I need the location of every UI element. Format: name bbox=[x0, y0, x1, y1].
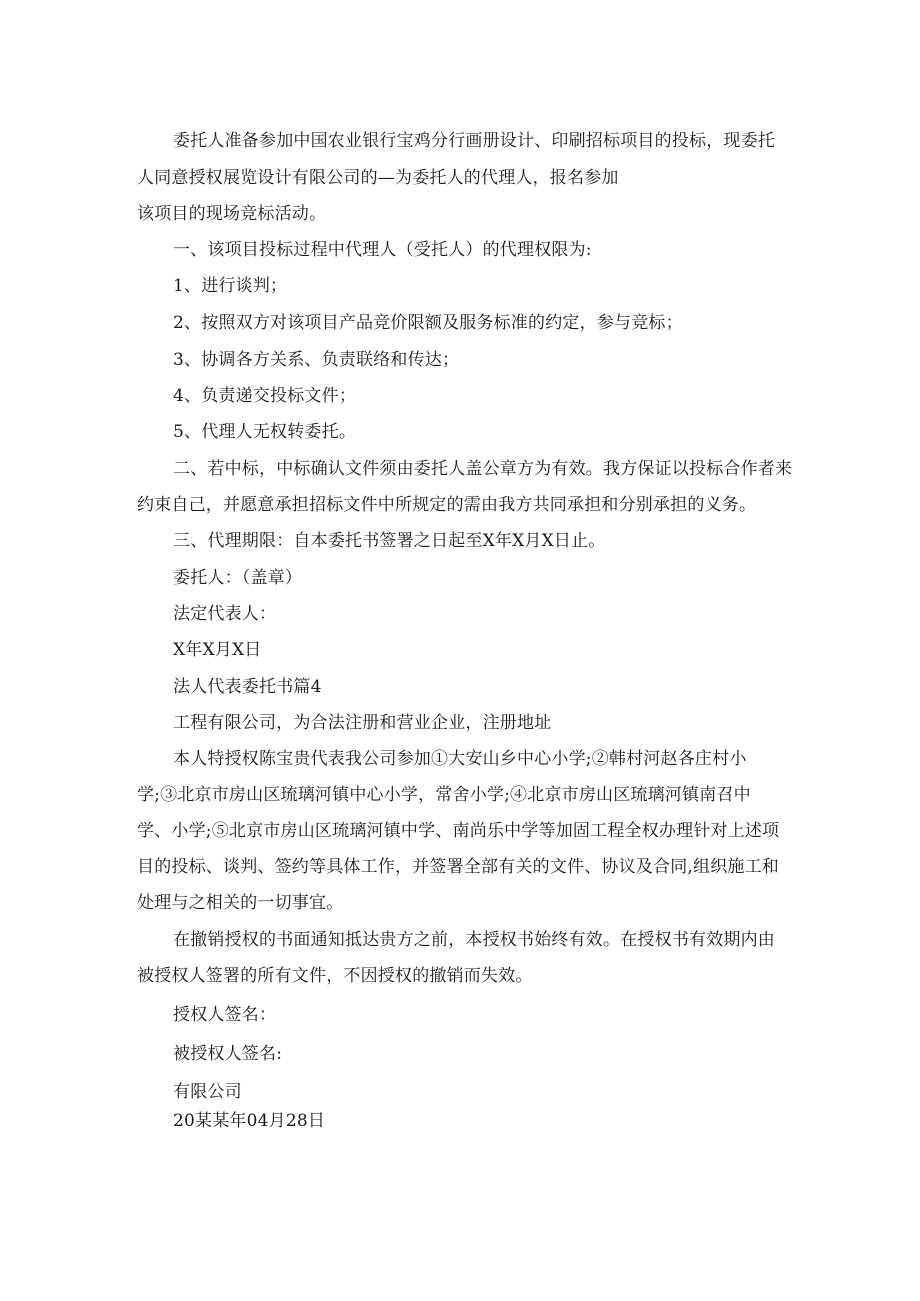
paragraph-line: 目的投标、谈判、签约等具体工作，并签署全部有关的文件、协议及合同,组织施工和 bbox=[137, 857, 780, 877]
list-item: 5、代理人无权转委托。 bbox=[173, 422, 357, 442]
signature-label: 被授权人签名: bbox=[173, 1044, 283, 1064]
section-title: 法人代表委托书篇4 bbox=[173, 677, 322, 697]
list-item: 2、按照双方对该项目产品竞价限额及服务标准的约定，参与竞标； bbox=[173, 313, 683, 333]
company-name: 有限公司 bbox=[173, 1082, 242, 1102]
paragraph-line: 委托人准备参加中国农业银行宝鸡分行画册设计、印刷招标项目的投标，现委托 bbox=[173, 131, 775, 151]
list-item: 3、协调各方关系、负责联络和传达； bbox=[173, 350, 460, 370]
date-line: 20某某年04月28日 bbox=[173, 1111, 326, 1131]
signature-label: 法定代表人： bbox=[173, 604, 277, 624]
paragraph-line: 在撤销授权的书面通知抵达贵方之前，本授权书始终有效。在授权书有效期内由 bbox=[173, 930, 775, 950]
paragraph-line: 本人特授权陈宝贵代表我公司参加①大安山乡中心小学;②韩村河赵各庄村小 bbox=[173, 749, 747, 769]
paragraph-line: 该项目的现场竞标活动。 bbox=[137, 204, 327, 224]
paragraph-line: 学、小学;⑤北京市房山区琉璃河镇中学、南尚乐中学等加固工程全权办理针对上述项 bbox=[137, 821, 780, 841]
list-item: 4、负责递交投标文件； bbox=[173, 386, 357, 406]
signature-label: 委托人：（盖章） bbox=[173, 568, 303, 588]
paragraph-line: 被授权人签署的所有文件，不因授权的撤销而失效。 bbox=[137, 966, 533, 986]
list-item: 1、进行谈判； bbox=[173, 276, 288, 296]
paragraph-line: 学;③北京市房山区琉璃河镇中心小学，常舍小学;④北京市房山区琉璃河镇南召中 bbox=[137, 785, 751, 805]
signature-label: 授权人签名： bbox=[173, 1005, 277, 1025]
paragraph-line: 约束自己，并愿意承担招标文件中所规定的需由我方共同承担和分别承担的义务。 bbox=[137, 495, 757, 515]
paragraph-line: 工程有限公司，为合法注册和营业企业，注册地址 bbox=[173, 713, 552, 733]
paragraph-line: 二、若中标，中标确认文件须由委托人盖公章方为有效。我方保证以投标合作者来 bbox=[173, 459, 793, 479]
paragraph-line: 一、该项目投标过程中代理人（受托人）的代理权限为: bbox=[173, 240, 592, 260]
paragraph-line: 处理与之相关的一切事宜。 bbox=[137, 893, 344, 913]
paragraph-line: 三、代理期限：自本委托书签署之日起至X年X月X日止。 bbox=[173, 531, 606, 551]
paragraph-line: 人同意授权展览设计有限公司的—为委托人的代理人，报名参加 bbox=[137, 168, 619, 188]
date-line: X年X月X日 bbox=[173, 640, 262, 660]
